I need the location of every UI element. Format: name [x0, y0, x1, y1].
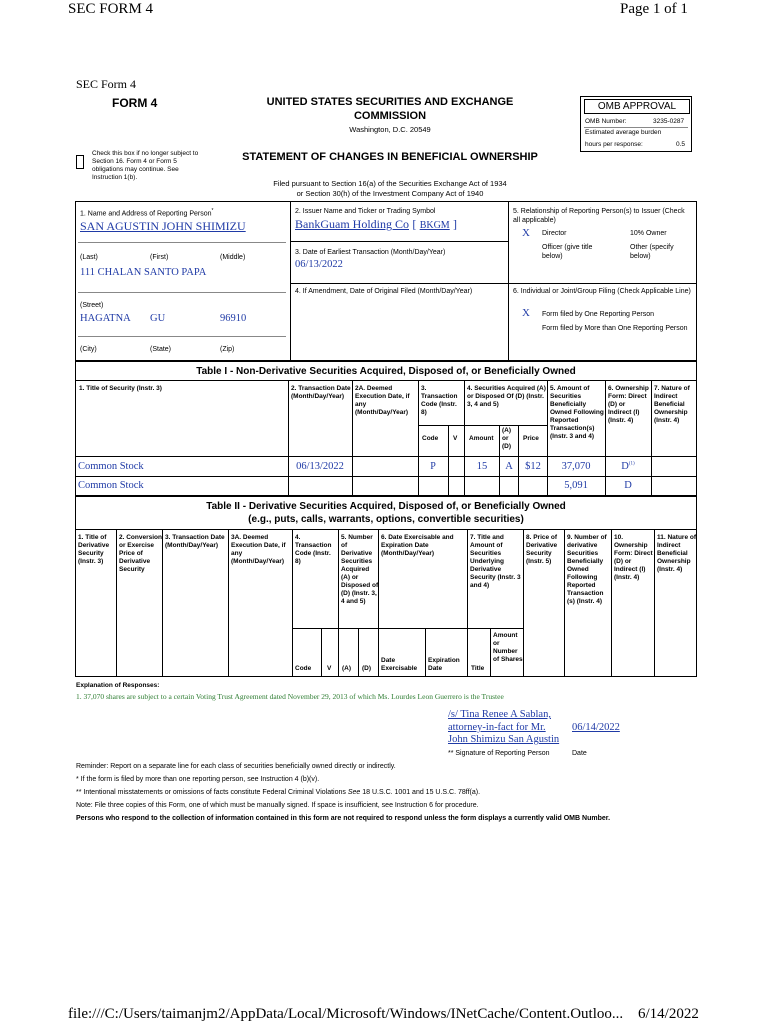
t1-row2-form: D: [624, 480, 632, 491]
explanation-note-1: 1. 37,070 shares are subject to a certain Voting Trust Agreement dated November 29, 2013 of which Ms. Lourdes Leon Guerrero is the Trustee: [76, 692, 504, 701]
agency-line2: COMMISSION: [353, 110, 427, 122]
issuer-name-ticker: BankGuam Holding Co [ BKGM ]: [295, 217, 458, 231]
t1-row1-aord: A: [505, 461, 513, 472]
state-label: (State): [150, 346, 172, 353]
t1-row2-title: Common Stock: [78, 480, 144, 491]
reporting-person-label: 1. Name and Address of Reporting Person*: [80, 208, 214, 218]
t1-h5: 5. Amount of Securities Beneficially Owned Following Reported Transaction(s) (Instr. 3 and 4): [550, 385, 604, 440]
t1-row1-date: 06/13/2022: [296, 461, 344, 472]
director-label: Director: [542, 230, 567, 237]
t1-h1: 1. Title of Security (Instr. 3): [79, 385, 162, 392]
amendment-label: 4. If Amendment, Date of Original Filed (Month/Day/Year): [295, 288, 473, 295]
t1-row1-owned: 37,070: [561, 461, 591, 472]
signature-date-label: Date: [572, 750, 587, 757]
table-2-title-line1: Table II - Derivative Securities Acquired, Disposed of, or Beneficially Owned: [206, 501, 566, 512]
t2-h7: 7. Title and Amount of Securities Underlying Derivative Security (Instr. 3 and 4): [470, 534, 521, 589]
print-footer-path: file:///C:/Users/taimanjm2/AppData/Local/Microsoft/Windows/INetCache/Content.Outloo...: [68, 1006, 624, 1022]
filing-more-label: Form filed by More than One Reporting Person: [542, 325, 688, 332]
t1-h2: 2. Transaction Date (Month/Day/Year): [291, 385, 351, 400]
t1-row1-amount: 15: [476, 461, 488, 472]
t2-h6: 6. Date Exercisable and Expiration Date (Month/Day/Year): [381, 534, 454, 557]
city-label: (City): [80, 346, 97, 353]
agency-line1: UNITED STATES SECURITIES AND EXCHANGE: [266, 96, 514, 108]
issuer-ticker[interactable]: BKGM: [419, 220, 450, 231]
omb-number-label: OMB Number:: [585, 118, 627, 125]
table-2-title-line2: (e.g., puts, calls, warrants, options, convertible securities): [248, 514, 524, 525]
t1-row1-form: $D^{(1)}$: [621, 461, 635, 472]
t2-sub-code: Code: [295, 665, 312, 672]
issuer-label: 2. Issuer Name and Ticker or Trading Symbol: [295, 208, 436, 215]
state-value: GU: [150, 313, 166, 324]
no-longer-subject-checkbox[interactable]: [76, 155, 84, 169]
t1-row1-title: Common Stock: [78, 461, 144, 472]
t2-sub-date-exercisable: Date Exercisable: [381, 657, 418, 672]
t1-sub-price: Price: [523, 435, 539, 442]
t2-h9: 9. Number of derivative Securities Beneficially Owned Following Reported Transaction (s) (Instr. 4): [567, 534, 607, 605]
t2-sub-expiration: Expiration Date: [428, 657, 460, 672]
t2-h3a: 3A. Deemed Execution Date, if any (Month/Day/Year): [231, 534, 286, 565]
signature-label: ** Signature of Reporting Person: [448, 750, 550, 757]
director-check[interactable]: X: [522, 227, 530, 239]
ten-pct-owner-label: 10% Owner: [630, 230, 667, 237]
reminder-text: Reminder: Report on a separate line for each class of securities beneficially owned directly or indirectly.: [76, 763, 396, 770]
t2-h11: 11. Nature of Indirect Beneficial Ownership (Instr. 4): [657, 534, 697, 573]
last-name-label: (Last): [80, 254, 98, 261]
reporting-person-name[interactable]: SAN AGUSTIN JOHN SHIMIZU: [80, 219, 246, 233]
sec-form-label: SEC Form 4: [76, 77, 137, 91]
officer-label: Officer (give title below): [542, 244, 593, 260]
checkbox-label: Check this box if no longer subject to Section 16. Form 4 or Form 5 obligations may continue. See Instruction 1(b).: [92, 150, 199, 181]
zip-label: (Zip): [220, 346, 235, 353]
footnote-violations: ** Intentional misstatements or omissions of facts constitute Federal Criminal Violations See 18 U.S.C. 1001 and 15 U.S.C. 78ff(a).: [76, 789, 481, 796]
middle-name-label: (Middle): [220, 254, 246, 261]
t1-row2-owned: 5,091: [564, 480, 588, 491]
signature-line3: John Shimizu San Agustin: [448, 734, 560, 745]
agency-city: Washington, D.C. 20549: [349, 125, 431, 134]
t1-h7: 7. Nature of Indirect Beneficial Ownership (Instr. 4): [654, 385, 690, 424]
omb-number-value: 3235-0287: [653, 118, 685, 125]
t2-h10: 10. Ownership Form: Direct (D) or Indirect (I) (Instr. 4): [614, 534, 653, 581]
filing-one-label: Form filed by One Reporting Person: [542, 311, 655, 318]
filed-line1: Filed pursuant to Section 16(a) of the Securities Exchange Act of 1934: [273, 179, 507, 188]
statement-title: STATEMENT OF CHANGES IN BENEFICIAL OWNERSHIP: [242, 151, 538, 163]
street-label: (Street): [80, 302, 104, 309]
print-header-title: SEC FORM 4: [68, 1, 154, 17]
t2-h2: 2. Conversion or Exercise Price of Derivative Security: [119, 534, 162, 573]
omb-hours-value: 0.5: [676, 141, 686, 148]
t2-h1: 1. Title of Derivative Security (Instr. 3): [78, 534, 110, 565]
earliest-date-value: 06/13/2022: [295, 259, 343, 270]
t2-h8: 8. Price of Derivative Security (Instr. 5): [526, 534, 558, 565]
street-value: 111 CHALAN SANTO PAPA: [80, 267, 207, 278]
omb-approval-box: [580, 96, 692, 152]
explanation-label: Explanation of Responses:: [76, 682, 160, 689]
omb-hours-label: hours per response:: [585, 141, 643, 148]
t2-h3: 3. Transaction Date (Month/Day/Year): [165, 534, 225, 549]
other-label: Other (specify below): [630, 244, 674, 260]
print-footer-date: 6/14/2022: [638, 1006, 699, 1022]
filing-label: 6. Individual or Joint/Group Filing (Check Applicable Line): [513, 288, 691, 295]
print-header-page: Page 1 of 1: [620, 1, 688, 17]
first-name-label: (First): [150, 254, 169, 261]
omb-title: OMB APPROVAL: [584, 99, 690, 114]
table-1-title: Table I - Non-Derivative Securities Acquired, Disposed of, or Beneficially Owned: [196, 366, 576, 377]
relationship-label: 5. Relationship of Reporting Person(s) to Issuer (Check all applicable): [513, 208, 685, 224]
t1-h6: 6. Ownership Form: Direct (D) or Indirect (I) (Instr. 4): [608, 385, 649, 424]
t1-sub-amount: Amount: [469, 435, 494, 442]
t1-sub-v: V: [453, 435, 458, 442]
signature-line1: /s/ Tina Renee A Sablan,: [448, 709, 551, 720]
footnote-multiple-persons: * If the form is filed by more than one reporting person, see Instruction 4 (b)(v).: [76, 776, 320, 783]
filing-check[interactable]: X: [522, 307, 530, 319]
zip-value: 96910: [220, 313, 247, 324]
t2-h4: 4. Transaction Code (Instr. 8): [295, 534, 332, 565]
t1-sub-code: Code: [422, 435, 439, 442]
t2-sub-a: (A): [342, 665, 352, 672]
note-file-copies: Note: File three copies of this Form, one of which must be manually signed. If space is insufficient, see Instruction 6 for procedure.: [76, 802, 479, 809]
t1-h2a: 2A. Deemed Execution Date, if any (Month/Day/Year): [355, 385, 410, 416]
omb-respond-notice: Persons who respond to the collection of information contained in this form are not required to respond unless the form displays a currently valid OMB Number.: [76, 815, 611, 822]
t2-sub-v: V: [327, 665, 332, 672]
form-title: FORM 4: [112, 96, 158, 110]
earliest-date-label: 3. Date of Earliest Transaction (Month/Day/Year): [295, 249, 446, 256]
omb-burden-label: Estimated average burden: [585, 129, 662, 136]
signature-date: 06/14/2022: [572, 722, 620, 733]
t1-h3: 3. Transaction Code (Instr. 8): [421, 385, 458, 416]
t1-row1-price: $12: [525, 461, 541, 472]
t2-h5: 5. Number of Derivative Securities Acquired (A) or Disposed of (D) (Instr. 3, 4 and 5): [341, 534, 379, 605]
city-value: HAGATNA: [80, 313, 131, 324]
t2-sub-title: Title: [471, 665, 485, 672]
issuer-name[interactable]: BankGuam Holding Co: [295, 217, 409, 231]
t2-sub-amount: Amount or Number of Shares: [493, 632, 523, 663]
signature-line2: attorney-in-fact for Mr.: [448, 722, 546, 733]
t2-sub-d: (D): [362, 665, 372, 672]
t1-row1-code: P: [430, 461, 436, 472]
t1-h4: 4. Securities Acquired (A) or Disposed Of (D) (Instr. 3, 4 and 5): [467, 385, 546, 408]
filed-line2: or Section 30(h) of the Investment Company Act of 1940: [296, 189, 484, 198]
t1-sub-aord: (A) or (D): [502, 427, 512, 450]
